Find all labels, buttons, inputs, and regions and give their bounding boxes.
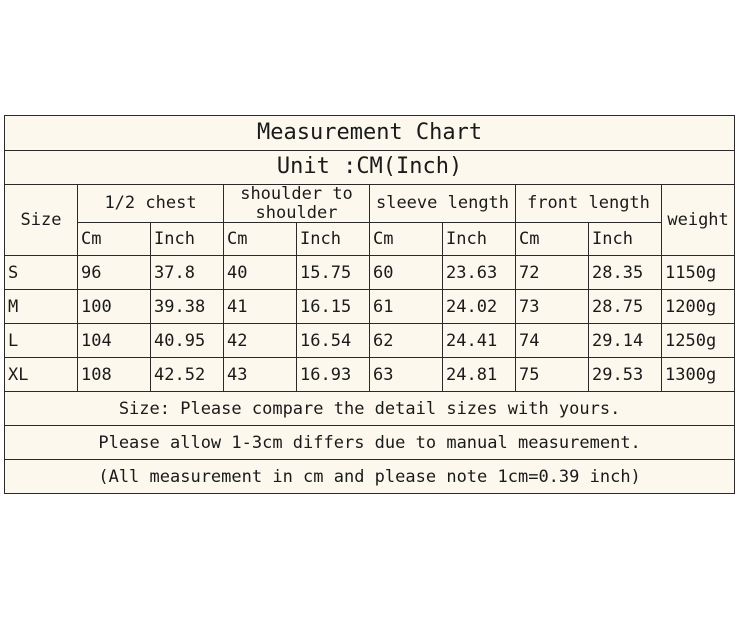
cell-chest-cm: 108 — [78, 358, 151, 392]
header-size: Size — [5, 185, 78, 256]
cell-chest-cm: 100 — [78, 290, 151, 324]
cell-front-inch: 29.53 — [589, 358, 662, 392]
cell-front-cm: 75 — [516, 358, 589, 392]
cell-shoulder-cm: 40 — [224, 256, 297, 290]
cell-shoulder-inch: 16.93 — [297, 358, 370, 392]
cell-sleeve-cm: 62 — [370, 324, 443, 358]
cell-shoulder-inch: 16.15 — [297, 290, 370, 324]
table-row-l — [5, 324, 735, 358]
cell-shoulder-cm: 41 — [224, 290, 297, 324]
cell-front-inch: 28.35 — [589, 256, 662, 290]
subheader-front-inch: Inch — [589, 223, 662, 256]
cell-sleeve-cm: 60 — [370, 256, 443, 290]
subheader-shoulder-inch: Inch — [297, 223, 370, 256]
subheader-chest-cm: Cm — [78, 223, 151, 256]
cell-sleeve-inch: 24.81 — [443, 358, 516, 392]
cell-chest-cm: 96 — [78, 256, 151, 290]
header-shoulder: shoulder to shoulder — [224, 185, 370, 223]
header-sleeve: sleeve length — [370, 185, 516, 223]
subheader-sleeve-cm: Cm — [370, 223, 443, 256]
note-unit-conversion: (All measurement in cm and please note 1cm=0.39 inch) — [5, 460, 735, 494]
note-compare-sizes: Size: Please compare the detail sizes with yours. — [5, 392, 735, 426]
cell-chest-cm: 104 — [78, 324, 151, 358]
cell-front-inch: 29.14 — [589, 324, 662, 358]
header-chest: 1/2 chest — [78, 185, 224, 223]
cell-chest-inch: 37.8 — [151, 256, 224, 290]
cell-chest-inch: 39.38 — [151, 290, 224, 324]
table-row-m — [5, 290, 735, 324]
cell-front-cm: 74 — [516, 324, 589, 358]
cell-weight: 1200g — [662, 290, 735, 324]
subheader-chest-inch: Inch — [151, 223, 224, 256]
header-front-length: front length — [516, 185, 662, 223]
table-row-s — [5, 256, 735, 290]
header-weight: weight — [662, 185, 735, 256]
table-row-xl — [5, 358, 735, 392]
cell-size: M — [5, 290, 78, 324]
note-manual-measurement: Please allow 1-3cm differs due to manual measurement. — [5, 426, 735, 460]
cell-front-cm: 72 — [516, 256, 589, 290]
subheader-front-cm: Cm — [516, 223, 589, 256]
unit-line: Unit :CM(Inch) — [5, 151, 735, 185]
cell-front-inch: 28.75 — [589, 290, 662, 324]
cell-size: S — [5, 256, 78, 290]
cell-shoulder-inch: 16.54 — [297, 324, 370, 358]
measurement-chart-table — [4, 115, 735, 494]
cell-chest-inch: 42.52 — [151, 358, 224, 392]
cell-sleeve-inch: 23.63 — [443, 256, 516, 290]
cell-chest-inch: 40.95 — [151, 324, 224, 358]
cell-shoulder-cm: 43 — [224, 358, 297, 392]
subheader-sleeve-inch: Inch — [443, 223, 516, 256]
cell-size: L — [5, 324, 78, 358]
cell-sleeve-cm: 63 — [370, 358, 443, 392]
cell-size: XL — [5, 358, 78, 392]
cell-weight: 1250g — [662, 324, 735, 358]
cell-shoulder-cm: 42 — [224, 324, 297, 358]
cell-weight: 1300g — [662, 358, 735, 392]
cell-weight: 1150g — [662, 256, 735, 290]
chart-title: Measurement Chart — [5, 116, 735, 151]
cell-sleeve-cm: 61 — [370, 290, 443, 324]
cell-front-cm: 73 — [516, 290, 589, 324]
cell-shoulder-inch: 15.75 — [297, 256, 370, 290]
cell-sleeve-inch: 24.02 — [443, 290, 516, 324]
cell-sleeve-inch: 24.41 — [443, 324, 516, 358]
subheader-shoulder-cm: Cm — [224, 223, 297, 256]
